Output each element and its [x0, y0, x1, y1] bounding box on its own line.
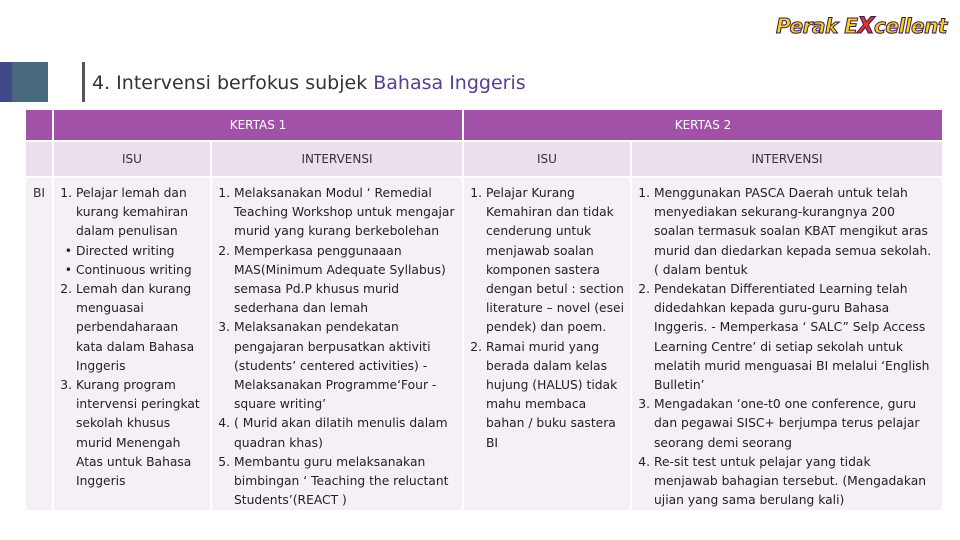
list-item: 4. Re-sit test untuk pelajar yang tidak menjawab bahagian tersebut. (Mengadakan ujian yang sama berulang kali) — [638, 454, 927, 508]
slide-title — [92, 72, 526, 94]
k1-isu-cell — [53, 177, 211, 511]
header-kertas2: KERTAS 2 — [463, 109, 943, 141]
row-label-bi: BI — [25, 177, 53, 511]
list-item: • Directed writing — [64, 243, 175, 258]
logo-part-cellent: cellent — [873, 14, 947, 38]
list-item: 2. Lemah dan kurang menguasai perbendaharaan kata dalam Bahasa Inggeris — [60, 282, 195, 373]
list-item: 1. Pelajar Kurang Kemahiran dan tidak cenderung untuk menjawab soalan komponen sastera dengan betul : section literature – novel (esei pendek) dan poem. — [470, 186, 624, 335]
subheader-isu-1: ISU — [53, 141, 211, 177]
subheader-isu-2: ISU — [463, 141, 631, 177]
k1-intervensi-cell — [211, 177, 463, 511]
header-row — [25, 109, 943, 141]
k2-intervensi-list — [632, 184, 936, 510]
k2-intervensi-cell — [631, 177, 943, 511]
accent-bar-teal — [12, 62, 48, 102]
title-box — [82, 62, 942, 102]
k2-isu-cell — [463, 177, 631, 511]
subheader-intervensi-1: INTERVENSI — [211, 141, 463, 177]
subheader-row — [25, 141, 943, 177]
list-item: 3. Mengadakan ‘one-t0 one conference, guru dan pegawai SISC+ berjumpa terus pelajar seorang demi seorang — [638, 397, 920, 450]
k1-isu-list — [54, 184, 204, 491]
bi-row — [25, 177, 943, 511]
subheader-blank — [25, 141, 53, 177]
perak-excellent-logo — [776, 14, 946, 40]
title-accent — [82, 62, 85, 102]
logo-part-x: X — [857, 14, 874, 39]
header-kertas1: KERTAS 1 — [53, 109, 463, 141]
list-item: 5. Membantu guru melaksanakan bimbingan ‘ Teaching the reluctant Students’(REACT ) — [218, 454, 449, 508]
list-item: 1. Pelajar lemah dan kurang kemahiran dalam penulisan — [60, 186, 188, 239]
list-item: • Continuous writing — [64, 262, 192, 277]
title-highlight: Bahasa Inggeris — [373, 72, 526, 94]
title-prefix: 4. Intervensi berfokus subjek — [92, 72, 374, 94]
k2-isu-list — [464, 184, 624, 453]
list-item: 1. Melaksanakan Modul ‘ Remedial Teaching Workshop untuk mengajar murid yang kurang berkebolehan — [218, 186, 455, 239]
subheader-intervensi-2: INTERVENSI — [631, 141, 943, 177]
k1-intervensi-list — [212, 184, 456, 510]
accent-bar-dark — [0, 62, 12, 102]
list-item: 2. Memperkasa penggunaaan MAS(Minimum Adequate Syllabus) semasa Pd.P khusus murid sederhana dan lemah — [218, 243, 446, 316]
list-item: 2. Ramai murid yang berada dalam kelas hujung (HALUS) tidak mahu membaca bahan / buku sastera BI — [470, 339, 618, 450]
logo-part-e: E — [844, 14, 858, 38]
list-item: 3. Melaksanakan pendekatan pengajaran berpusatkan aktiviti (students’ centered activities) - Melaksanakan Programme‘Four -square writing’ — [218, 320, 437, 412]
list-item: 1. Menggunakan PASCA Daerah untuk telah menyediakan sekurang-kurangnya 200 soalan termasuk soalan KBAT mengikut aras murid dan diedarkan kepada semua sekolah. ( dalam bentuk — [638, 186, 932, 277]
header-blank — [25, 109, 53, 141]
list-item: 2. Pendekatan Differentiated Learning telah didedahkan kepada guru-guru Bahasa Inggeris. - Memperkasa ‘ SALC” Selp Access Learning Centre’ di setiap sekolah untuk melatih murid menguasai BI melalui ‘English Bulletin’ — [638, 282, 930, 393]
list-item: 3. Kurang program intervensi peringkat sekolah khusus murid Menengah Atas untuk Bahasa Inggeris — [60, 378, 200, 489]
intervention-table — [24, 108, 944, 512]
list-item: 4. ( Murid akan dilatih menulis dalam quadran khas) — [218, 416, 448, 450]
logo-part-perak: Perak — [776, 14, 838, 38]
